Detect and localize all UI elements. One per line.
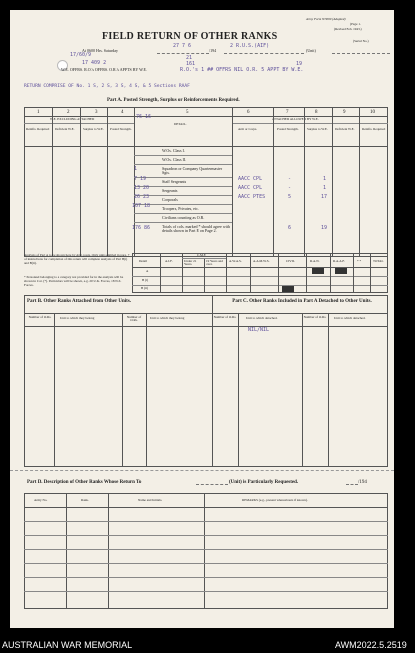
serial-label: (Serial No.)	[353, 39, 369, 43]
stamp-line-3: RETURN COMPRISE OF No. 1 S, 2 S, 3 S, 4 S, & 5 Sections RAAF	[24, 84, 190, 89]
c-col-num1: Number of O.Rs.	[213, 315, 237, 319]
form-number: Army Form W3009 (Adapted)	[306, 17, 346, 21]
col-num-6: 6	[247, 110, 250, 115]
d-col-rank: Rank.	[81, 498, 89, 502]
redaction-1	[312, 268, 324, 274]
group-attached: ATTACHED ALLOWED BY W.E.	[272, 117, 319, 121]
d-col-remarks: REMARKS (e.g., present whereabouts if known).	[242, 498, 308, 502]
sub-posted: Posted Strength.	[110, 127, 132, 131]
an-row-a: A	[146, 269, 149, 273]
sub-surplus-r: Surplus to W.E.	[307, 127, 328, 131]
sub-reinfts-r: Reinfts. Required	[362, 127, 386, 131]
an-col-total: TOTAL	[373, 259, 384, 263]
stamp-attnum-4: 5	[288, 194, 292, 200]
b-col-num1: Number of O.Rs.	[28, 315, 52, 319]
detail-header: DETAIL.	[174, 122, 187, 126]
part-d-year: /194	[358, 480, 367, 485]
return-year: /194	[209, 48, 217, 53]
redaction-3	[282, 286, 294, 292]
form-page	[10, 10, 394, 628]
c-col-unit2: Unit to which detached.	[334, 316, 366, 320]
footer-accession: AWM2022.5.2519	[335, 640, 407, 650]
detail-wo1: W.Os. Class I.	[162, 148, 185, 153]
part-d-heading2: (Unit) is Particularly Requested.	[229, 480, 299, 485]
col-num-2: 2	[67, 110, 70, 115]
page-title: FIELD RETURN OF OTHER RANKS	[102, 31, 278, 42]
sub-surplus: Surplus to W.E.	[83, 127, 104, 131]
an-col-ran: R.A.N.	[310, 259, 320, 263]
an-col-raaf: R.A.A.F.	[333, 259, 345, 263]
stamp-row-1: 7 19	[134, 176, 147, 182]
an-row-bi: B (i)	[142, 278, 149, 282]
part-b-heading: Part B. Other Ranks Attached from Other Units.	[27, 299, 132, 304]
stamp-attnum-7: 6	[288, 225, 292, 231]
part-d-heading: Part D. Description of Other Ranks Whose Return To	[27, 480, 142, 485]
stamp-attnum-2: -	[288, 176, 292, 182]
stamp-row-7: 176 86	[132, 225, 151, 231]
stamp-att-3: AACC CPL	[238, 185, 263, 191]
part-a-heading: Part A. Posted Strength, Surplus or Reinforcements Required.	[107, 98, 240, 103]
stamp-line-2: R.O.'s 1 ## OFFRS NIL O.R. 5 APPT BY W.E.	[180, 67, 304, 73]
an-col-star: * *	[357, 259, 362, 263]
stamp-mid-3: 19	[296, 61, 303, 67]
unit-label: (Unit)	[306, 48, 316, 53]
stamp-row-4: 107 18	[132, 203, 151, 209]
stamp-attsur-7: 19	[321, 225, 328, 231]
col-num-7: 7	[286, 110, 289, 115]
footer-credit: AUSTRALIAN WAR MEMORIAL	[2, 640, 133, 650]
cut-line	[10, 470, 394, 471]
stamp-mid-1: 21	[186, 55, 193, 61]
col-num-9: 9	[343, 110, 346, 115]
stamp-left-1: 17/60/9	[70, 52, 92, 58]
an-col-aamws: A.A.M.W.S.	[253, 259, 270, 263]
stamp-date: 27 7 6	[173, 43, 192, 49]
an-col-civil: CIVIL	[286, 259, 295, 263]
sub-reinfts: Reinfts. Required	[26, 127, 50, 131]
an-col-detail: Detail	[139, 259, 148, 263]
col-num-8: 8	[315, 110, 318, 115]
sub-deficient-r: Deficient W.E.	[335, 127, 355, 131]
detail-troopers: Troopers, Privates, etc.	[162, 206, 199, 211]
we-line: W.E. OFFRS. R.O.'s OFFRS. O.R.'s APPTS BY W.E.	[61, 67, 147, 72]
col-num-4: 4	[121, 110, 124, 115]
analysis-text: Analysis of Part A to be shown here by ALL posts. Only units entitled in para. 7 of instructions for completion of this return will complete analysis of Part B(i) and B(ii).	[24, 253, 130, 265]
detail-sqms: Squadron or Company Quartermaster Sgts.	[162, 166, 223, 175]
c-col-num2: Number of O.Rs.	[303, 315, 327, 319]
an-col-awas: A.W.A.S.	[229, 259, 242, 263]
b-col-num2: Number of O.Rs.	[126, 315, 142, 323]
return-date-line: At 0600 Hrs. Saturday	[82, 48, 118, 53]
part-a-table	[24, 107, 388, 257]
d-col-name: Name and Initials.	[138, 498, 163, 502]
an-col-aif: A.I.F.	[165, 259, 173, 263]
stamp-attsur-2: 1	[323, 176, 327, 182]
stamp-attnum-3: -	[288, 185, 292, 191]
an-group-cmf: C.M.F.	[197, 253, 207, 257]
stamp-unit: 2 R.U.S.(AIF)	[230, 43, 270, 49]
c-col-unit1: Unit to which detached.	[246, 316, 278, 320]
part-c-heading: Part C. Other Ranks Included in Part A Detached to Other Units.	[232, 299, 372, 304]
stamp-row-0: 1	[134, 166, 138, 172]
stamp-row-3: 26 23	[134, 194, 150, 200]
stamp-attsur-4: 17	[321, 194, 328, 200]
detail-civilians: Civilians counting as O.R.	[162, 215, 205, 220]
detail-ssgts: Staff Sergeants	[162, 179, 187, 184]
detail-cpls: Corporals	[162, 197, 178, 202]
sub-posted-r: Posted Strength.	[277, 127, 299, 131]
an-row-bii: B (ii)	[141, 286, 149, 290]
stamp-partc: NIL/NIL	[248, 327, 270, 333]
redaction-2	[335, 268, 347, 274]
col-num-5: 5	[186, 110, 189, 115]
stamp-att-2: AACC CPL	[238, 176, 263, 182]
col-num-3: 3	[95, 110, 98, 115]
analysis-note: * Personnel belonging to a category not provided for in the analysis will be shown in Col. (*). Particulars will be shown, e.g. 20 U.K. Forces, 18 N.Z. Forces.	[24, 275, 124, 287]
detail-wo2: W.Os. Class II.	[162, 157, 187, 162]
form-revised: (Revised Feb. 1943.)	[334, 27, 362, 31]
stamp-top-col4: 76 16	[136, 114, 152, 120]
stamp-row-2: 13 20	[134, 185, 150, 191]
b-col-unit1: Unit to which they belong	[60, 316, 95, 320]
d-col-armyno: Army No.	[34, 498, 48, 502]
col-num-10: 10	[370, 110, 375, 115]
sub-arm: Arm or Corps.	[238, 127, 258, 131]
stamp-mid-2: 161	[186, 61, 196, 67]
stamp-attsur-3: 1	[323, 185, 327, 191]
stamp-left-2: 17 409 2	[82, 60, 107, 66]
detail-totals: Totals of cols. marked * should agree with details shown in Part E on Page 2.	[162, 224, 230, 234]
col-num-1: 1	[37, 110, 40, 115]
group-we-excl: W.E. EXCLUDING ATTACHED	[50, 117, 95, 121]
an-col-19: 19 Years and over.	[206, 259, 223, 267]
stamp-att-4: AACC PTES	[238, 194, 266, 200]
an-col-under21: Under 21 Years.	[184, 259, 197, 267]
sub-deficient: Deficient W.E.	[55, 127, 75, 131]
part-bc-table	[24, 295, 388, 467]
b-col-unit2: Unit to which they belong	[150, 316, 185, 320]
detail-sgts: Sergeants	[162, 188, 178, 193]
form-sub: (Page 1.	[350, 22, 361, 26]
